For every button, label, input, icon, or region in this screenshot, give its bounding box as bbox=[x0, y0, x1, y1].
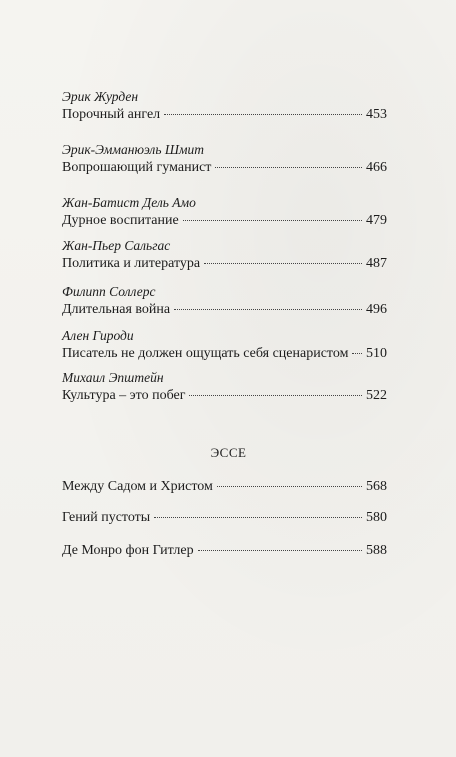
page-number: 522 bbox=[366, 388, 387, 403]
entry-title: Писатель не должен ощущать себя сценаристом bbox=[62, 346, 349, 361]
entry-row bbox=[62, 158, 387, 177]
toc-entry bbox=[62, 141, 387, 177]
page-number: 568 bbox=[366, 479, 387, 494]
entry-row bbox=[62, 211, 387, 230]
dot-leader bbox=[164, 114, 362, 115]
section-heading: ЭССЕ bbox=[210, 445, 247, 460]
page-number: 496 bbox=[366, 302, 387, 317]
dot-leader bbox=[154, 517, 362, 518]
entry-title: Вопрошающий гуманист bbox=[62, 160, 212, 175]
entry-author: Филипп Соллерс bbox=[62, 284, 156, 299]
entry-author: Михаил Эпштейн bbox=[62, 370, 164, 385]
page-number: 487 bbox=[366, 256, 387, 271]
dot-leader bbox=[198, 550, 362, 551]
entry-author: Жан-Пьер Сальгас bbox=[62, 238, 171, 253]
dot-leader bbox=[174, 309, 362, 310]
dot-leader bbox=[215, 167, 362, 168]
toc-entry bbox=[62, 237, 387, 273]
entry-title: Длительная война bbox=[62, 302, 171, 317]
dot-leader bbox=[183, 220, 362, 221]
essay-title: Де Монро фон Гитлер bbox=[62, 543, 194, 558]
entry-row bbox=[62, 344, 387, 363]
page-number: 580 bbox=[366, 510, 387, 525]
entry-title: Культура – это побег bbox=[62, 388, 186, 403]
page-number: 479 bbox=[366, 213, 387, 228]
dot-leader bbox=[352, 353, 362, 354]
essay-row bbox=[62, 541, 387, 560]
dot-leader bbox=[217, 486, 362, 487]
entry-author: Ален Гироди bbox=[62, 328, 134, 343]
entry-title: Порочный ангел bbox=[62, 107, 161, 122]
entry-author: Эрик-Эмманюэль Шмит bbox=[62, 142, 205, 157]
toc-entry bbox=[62, 369, 387, 405]
essay-title: Гений пустоты bbox=[62, 510, 151, 525]
entry-author: Жан-Батист Дель Амо bbox=[62, 195, 196, 210]
essay-row bbox=[62, 508, 387, 527]
page-number: 510 bbox=[366, 346, 387, 361]
toc-entry bbox=[62, 327, 387, 363]
entry-title: Политика и литература bbox=[62, 256, 201, 271]
toc-entry bbox=[62, 194, 387, 230]
entry-row bbox=[62, 300, 387, 319]
entry-row bbox=[62, 105, 387, 124]
entry-title: Дурное воспитание bbox=[62, 213, 179, 228]
entry-row bbox=[62, 254, 387, 273]
dot-leader bbox=[189, 395, 362, 396]
table-of-contents bbox=[62, 88, 387, 560]
page-number: 466 bbox=[366, 160, 387, 175]
entry-author: Эрик Журден bbox=[62, 89, 139, 104]
entry-row bbox=[62, 386, 387, 405]
toc-entry bbox=[62, 88, 387, 124]
toc-entry bbox=[62, 283, 387, 319]
dot-leader bbox=[204, 263, 362, 264]
essay-row bbox=[62, 477, 387, 496]
essay-title: Между Садом и Христом bbox=[62, 479, 213, 494]
page-number: 453 bbox=[366, 107, 387, 122]
page-number: 588 bbox=[366, 543, 387, 558]
